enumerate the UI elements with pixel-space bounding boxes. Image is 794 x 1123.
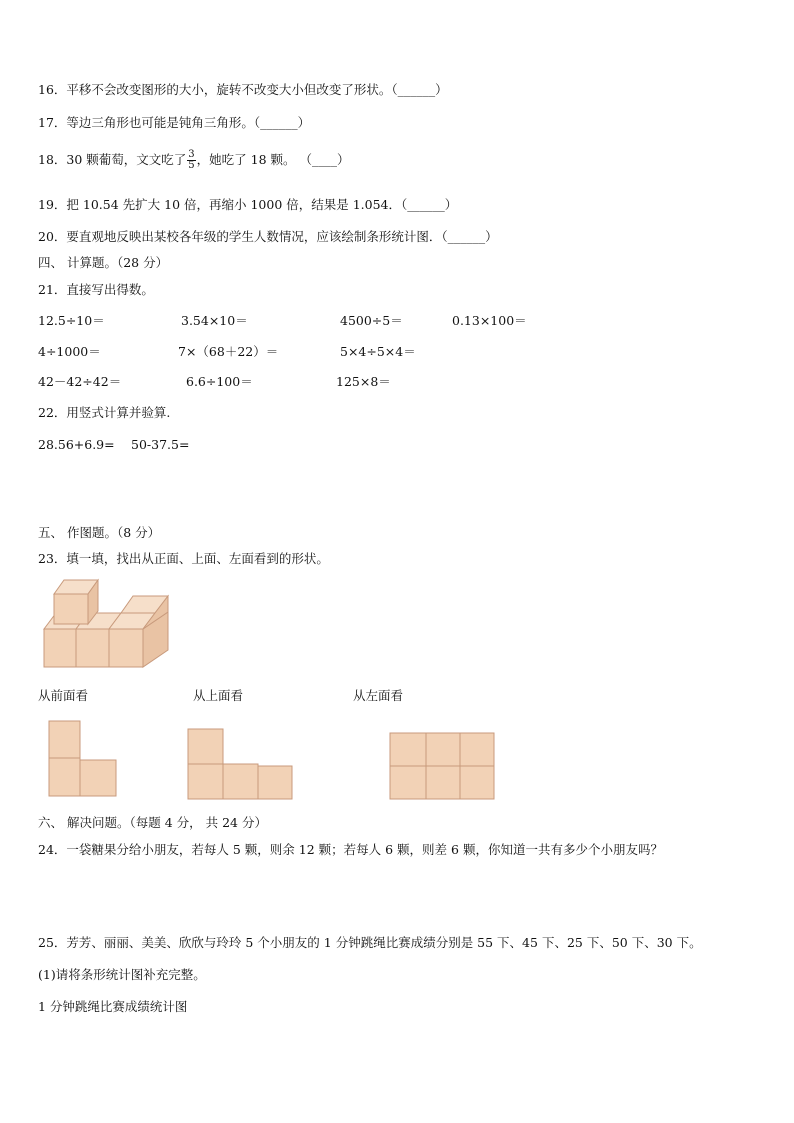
- calc-item: 3.54×10＝: [181, 313, 248, 328]
- calc-item: 6.6÷100＝: [186, 374, 253, 389]
- question-18-tail: ，她吃了 18 颗。 （____）: [196, 152, 350, 167]
- question-24: 24．一袋糖果分给小朋友，若每人 5 颗，则余 12 颗；若每人 6 颗，则差 6 颗，你知道一共有多少个小朋友吗？: [38, 842, 663, 857]
- fraction-numerator: 3: [188, 149, 195, 160]
- section-5-title: 五、 作图题。（8 分）: [38, 525, 161, 540]
- question-22: 22．用竖式计算并验算.: [38, 405, 171, 420]
- question-19: 19．把 10.54 先扩大 10 倍，再缩小 1000 倍，结果是 1.054．（______）: [38, 197, 458, 212]
- question-18-text: 18．30 颗葡萄，文文吃了: [38, 152, 187, 167]
- chart-title: 1 分钟跳绳比赛成绩统计图: [38, 999, 188, 1014]
- vertical-calc-item: 50-37.5=: [131, 437, 190, 452]
- section-6-title: 六、 解决问题。（每题 4 分， 共 24 分）: [38, 815, 267, 830]
- view-square: [390, 733, 426, 766]
- calc-item: 125×8＝: [336, 374, 391, 389]
- view-square: [460, 733, 494, 766]
- calc-item: 0.13×100＝: [452, 313, 527, 328]
- left-view-label: 从左面看: [353, 688, 404, 703]
- calc-item: 4500÷5＝: [340, 313, 403, 328]
- view-square: [426, 766, 460, 799]
- calc-item: 7×（68＋22）＝: [178, 344, 279, 359]
- view-square: [460, 766, 494, 799]
- question-17: 17．等边三角形也可能是钝角三角形。（______）: [38, 115, 311, 130]
- view-square: [390, 766, 426, 799]
- section-4-title: 四、 计算题。（28 分）: [38, 255, 169, 270]
- calc-item: 4÷1000＝: [38, 344, 101, 359]
- calc-item: 42－42÷42＝: [38, 374, 122, 389]
- top-view-label: 从上面看: [193, 688, 244, 703]
- question-25-part-1: (1)请将条形统计图补充完整。: [38, 967, 206, 982]
- question-20: 20．要直观地反映出某校各年级的学生人数情况，应该绘制条形统计图．（______）: [38, 229, 498, 244]
- question-23: 23．填一填，找出从正面、上面、左面看到的形状。: [38, 551, 329, 566]
- question-25: 25．芳芳、丽丽、美美、欣欣与玲玲 5 个小朋友的 1 分钟跳绳比赛成绩分别是 55 下、45 下、25 下、50 下、30 下。: [38, 935, 702, 950]
- calc-item: 5×4÷5×4＝: [340, 344, 416, 359]
- view-square: [426, 733, 460, 766]
- front-view-label: 从前面看: [38, 688, 89, 703]
- question-21: 21．直接写出得数。: [38, 282, 154, 297]
- calc-item: 12.5÷10＝: [38, 313, 105, 328]
- fraction-denominator: 5: [188, 160, 195, 171]
- question-16: 16．平移不会改变图形的大小，旋转不改变大小但改变了形状。（______）: [38, 82, 448, 97]
- vertical-calc-item: 28.56+6.9=: [38, 437, 115, 452]
